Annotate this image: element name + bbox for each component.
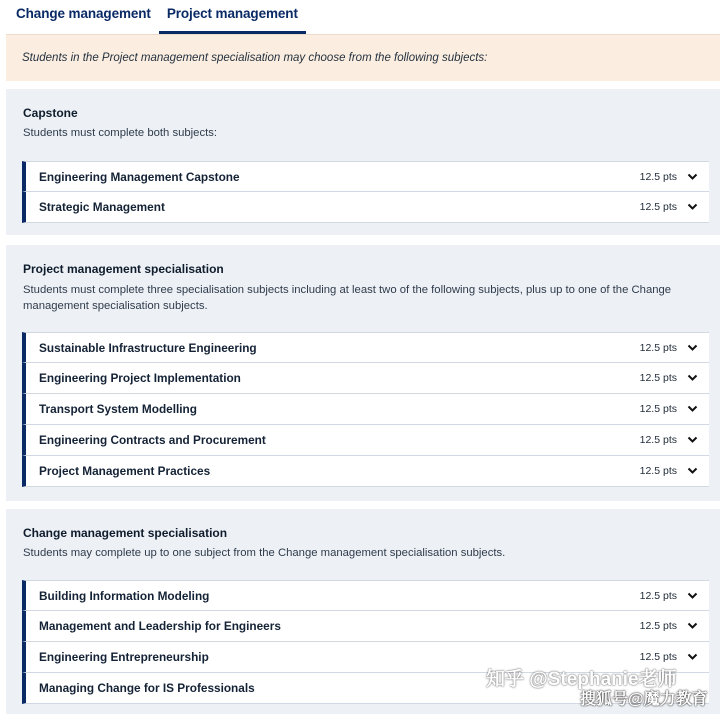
subject-points: 12.5 pts — [639, 651, 677, 663]
subject-points: 12.5 pts — [639, 201, 677, 213]
section-description: Students must complete both subjects: — [23, 127, 218, 139]
tab-bar — [0, 0, 720, 34]
subject-points: 12.5 pts — [639, 170, 677, 183]
chevron-down-icon[interactable] — [687, 466, 698, 475]
subject-row[interactable] — [22, 394, 709, 425]
chevron-down-icon[interactable] — [687, 652, 698, 661]
tab-project-management[interactable]: Project management — [159, 0, 306, 34]
subject-points: 12.5 pts — [639, 403, 677, 415]
intro-text: Students in the Project management specialisation may choose from the following subjects: — [22, 52, 488, 64]
chevron-down-icon[interactable] — [687, 172, 698, 181]
subject-name: Management and Leadership for Engineers — [39, 619, 281, 633]
subject-points: 12.5 pts — [639, 465, 677, 477]
subject-name: Strategic Management — [39, 200, 165, 214]
chevron-down-icon[interactable] — [687, 404, 698, 413]
chevron-down-icon[interactable] — [687, 621, 698, 630]
watermark-zhihu: 知乎 @Stephanie老师 — [486, 669, 677, 690]
chevron-down-icon[interactable] — [687, 343, 698, 352]
subject-name: Transport System Modelling — [39, 402, 197, 416]
subject-name: Building Information Modeling — [39, 588, 210, 603]
subject-row[interactable] — [22, 161, 709, 192]
subject-name: Managing Change for IS Professionals — [39, 681, 255, 695]
subject-row[interactable] — [22, 425, 709, 456]
subject-row[interactable] — [22, 611, 709, 642]
subject-list — [22, 161, 709, 223]
subject-row[interactable] — [22, 192, 709, 223]
chevron-down-icon[interactable] — [687, 202, 698, 211]
tab-change-management[interactable]: Change management — [16, 6, 151, 21]
section-description: Students must complete three specialisation subjects including at least two of the following subjects, plus up to one of the Change management specialisation subjects. — [23, 284, 672, 312]
subject-name: Sustainable Infrastructure Engineering — [39, 340, 257, 355]
section-description: Students may complete up to one subject from the Change management specialisation subjects. — [23, 547, 506, 559]
subject-points: 12.5 pts — [639, 372, 677, 384]
subject-row[interactable] — [22, 580, 709, 611]
subject-name: Engineering Management Capstone — [39, 169, 240, 184]
subject-row[interactable] — [22, 363, 709, 394]
chevron-down-icon[interactable] — [687, 435, 698, 444]
subject-name: Project Management Practices — [39, 464, 211, 478]
chevron-down-icon[interactable] — [687, 591, 698, 600]
section-project-management — [6, 245, 720, 501]
subject-points: 12.5 pts — [639, 620, 677, 632]
chevron-down-icon[interactable] — [687, 373, 698, 382]
subject-row[interactable] — [22, 456, 709, 487]
subject-name: Engineering Project Implementation — [39, 371, 241, 385]
subject-points: 12.5 pts — [639, 341, 677, 354]
watermark-sohu: 搜狐号@魔力教育 — [580, 691, 708, 708]
subject-row[interactable] — [22, 332, 709, 363]
subject-points: 12.5 pts — [639, 434, 677, 446]
section-capstone — [6, 89, 720, 235]
section-title: Capstone — [23, 106, 78, 120]
subject-name: Engineering Contracts and Procurement — [39, 433, 266, 447]
subject-name: Engineering Entrepreneurship — [39, 650, 209, 664]
subject-list — [22, 332, 709, 487]
section-title: Project management specialisation — [23, 262, 224, 276]
section-title: Change management specialisation — [23, 526, 228, 540]
subject-points: 12.5 pts — [639, 589, 677, 602]
intro-banner — [6, 34, 720, 81]
